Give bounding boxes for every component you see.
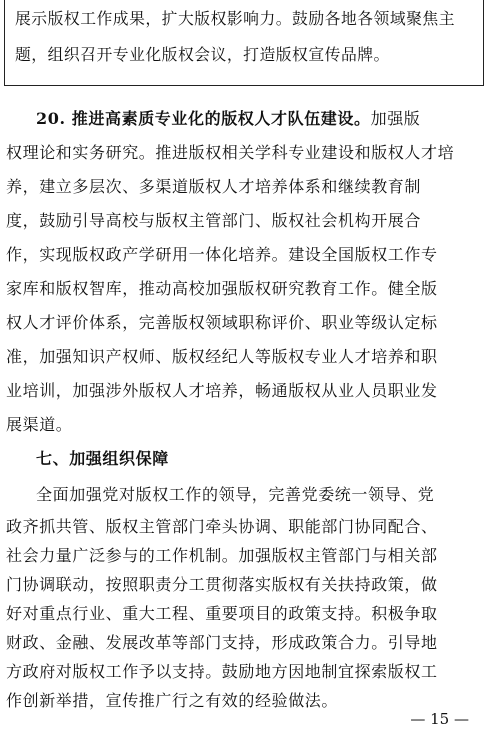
body-line: 门协调联动，按照职责分工贯彻落实版权有关扶持政策，做 bbox=[6, 575, 438, 594]
page-number: — 15 — bbox=[410, 710, 469, 728]
body-line: 财政、金融、发展改革等部门支持，形成政策合力。引导地 bbox=[6, 633, 438, 652]
body-line: 社会力量广泛参与的工作机制。加强版权主管部门与相关部 bbox=[6, 546, 438, 565]
section-20-first-line bbox=[36, 106, 420, 129]
box-line: 题，组织召开专业化版权会议，打造版权宣传品牌。 bbox=[15, 45, 390, 64]
body-line: 准，加强知识产权师、版权经纪人等版权专业人才培养和职 bbox=[6, 347, 438, 366]
body-line: 政齐抓共管、版权主管部门牵头协调、职能部门协同配合、 bbox=[6, 517, 438, 536]
body-line: 作，实现版权政产学研用一体化培养。建设全国版权工作专 bbox=[6, 245, 438, 264]
body-line: 权人才评价体系，完善版权领域职称评价、职业等级认定标 bbox=[6, 313, 438, 332]
body-line: 家库和版权智库，推动高校加强版权研究教育工作。健全版 bbox=[6, 279, 438, 298]
body-line: 业培训，加强涉外版权人才培养，畅通版权从业人员职业发 bbox=[6, 381, 438, 400]
body-line: 养，建立多层次、多渠道版权人才培养体系和继续教育制 bbox=[6, 177, 422, 196]
box-line: 展示版权工作成果，扩大版权影响力。鼓励各地各领域聚焦主 bbox=[15, 9, 456, 28]
section-20-heading: 20. 推进高素质专业化的版权人才队伍建设。 bbox=[36, 109, 371, 128]
body-line: 方政府对版权工作予以支持。鼓励地方因地制宜探索版权工 bbox=[6, 662, 438, 681]
section-7-heading: 七、加强组织保障 bbox=[36, 449, 169, 468]
section-20-first-line-rest: 加强版 bbox=[370, 109, 421, 128]
body-line: 展渠道。 bbox=[6, 415, 73, 434]
body-line: 作创新举措，宣传推广行之有效的经验做法。 bbox=[6, 691, 339, 710]
body-line: 权理论和实务研究。推进版权相关学科专业建设和版权人才培 bbox=[6, 143, 455, 162]
body-line: 好对重点行业、重大工程、重要项目的政策支持。积极争取 bbox=[6, 604, 438, 623]
callout-box bbox=[4, 0, 484, 86]
body-line: 度，鼓励引导高校与版权主管部门、版权社会机构开展合 bbox=[6, 211, 422, 230]
section-7-first-line: 全面加强党对版权工作的领导，完善党委统一领导、党 bbox=[36, 485, 435, 504]
